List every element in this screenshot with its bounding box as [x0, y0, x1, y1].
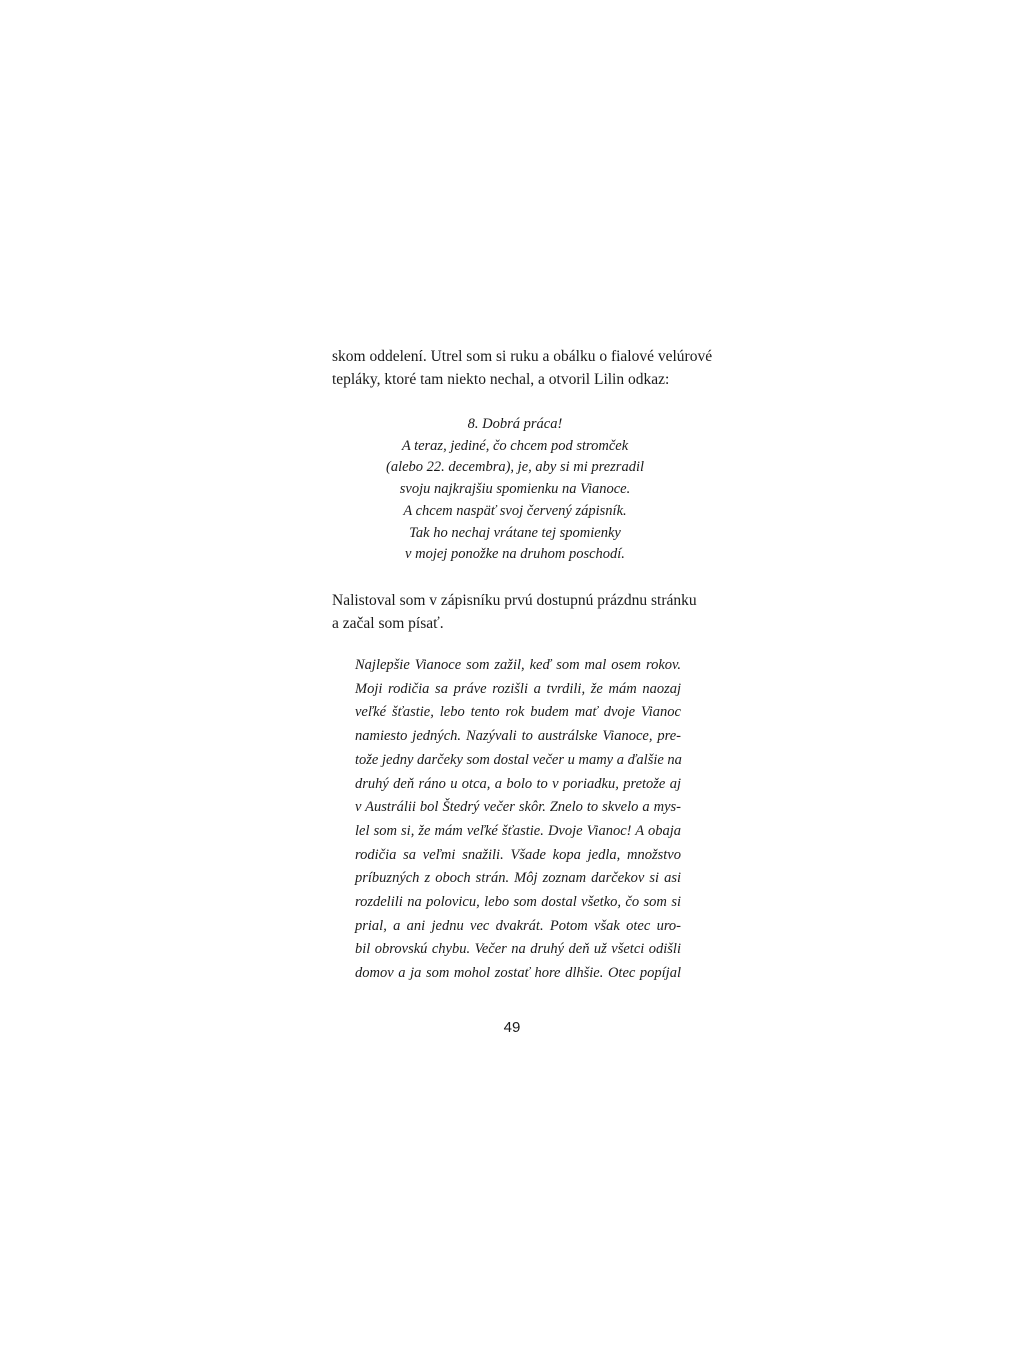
journal-line: Najlepšie Vianoce som zažil, keď som mal osem rokov.	[355, 657, 681, 673]
note-line: A teraz, jediné, čo chcem pod stromček	[401, 437, 629, 454]
paragraph-top	[332, 345, 713, 391]
journal-entry	[355, 654, 681, 986]
note-line: A chcem naspäť svoj červený zápisník.	[403, 502, 627, 519]
journal-line: domov a ja som mohol zostať hore dlhšie. Otec popíjal	[355, 965, 681, 982]
note-line: v mojej ponožke na druhom poschodí.	[405, 546, 625, 563]
journal-line: druhý deň ráno u otca, a bolo to v poriadku, pretože aj	[355, 775, 681, 792]
journal-line: Moji rodičia sa práve rozišli a tvrdili, že mám naozaj	[355, 680, 681, 697]
text-line: tepláky, ktoré tam niekto nechal, a otvoril Lilin odkaz:	[332, 371, 670, 388]
journal-line: v Austrálii bol Štedrý večer skôr. Znelo to skvelo a mys-	[355, 799, 681, 816]
paragraph-middle	[332, 589, 704, 635]
journal-line: lel som si, že mám veľké šťastie. Dvoje Vianoc! A obaja	[355, 822, 681, 839]
page-number: 49	[503, 1019, 521, 1036]
note-heading: 8. Dobrá práca!	[467, 416, 563, 432]
journal-line: príbuzných z oboch strán. Môj zoznam darčekov si asi	[355, 870, 681, 887]
journal-line: rodičia sa veľmi snažili. Všade kopa jedla, množstvo	[355, 846, 681, 863]
journal-line: prial, a ani jednu vec dvakrát. Potom však otec uro-	[355, 917, 681, 934]
journal-line: namiesto jedných. Nazývali to austrálske Vianoce, pre-	[355, 728, 681, 745]
journal-line: rozdelili na polovicu, lebo som dostal všetko, čo som si	[355, 894, 681, 911]
note-line: svoju najkrajšiu spomienku na Vianoce.	[399, 481, 631, 498]
note-line: (alebo 22. decembra), je, aby si mi prezradil	[386, 459, 644, 476]
journal-line: veľké šťastie, lebo tento rok budem mať dvoje Vianoc	[355, 704, 681, 721]
text-line: a začal som písať.	[332, 615, 444, 632]
journal-line: tože jedny darčeky som dostal večer u mamy a ďalšie na	[355, 751, 682, 768]
note-letter	[330, 414, 700, 566]
journal-line: bil obrovskú chybu. Večer na druhý deň už všetci odišli	[355, 941, 681, 958]
text-line: skom oddelení. Utrel som si ruku a obálku o fialové velúrové	[332, 348, 713, 365]
note-line: Tak ho nechaj vrátane tej spomienky	[409, 524, 621, 541]
text-line: Nalistoval som v zápisníku prvú dostupnú prázdnu stránku	[332, 592, 697, 609]
